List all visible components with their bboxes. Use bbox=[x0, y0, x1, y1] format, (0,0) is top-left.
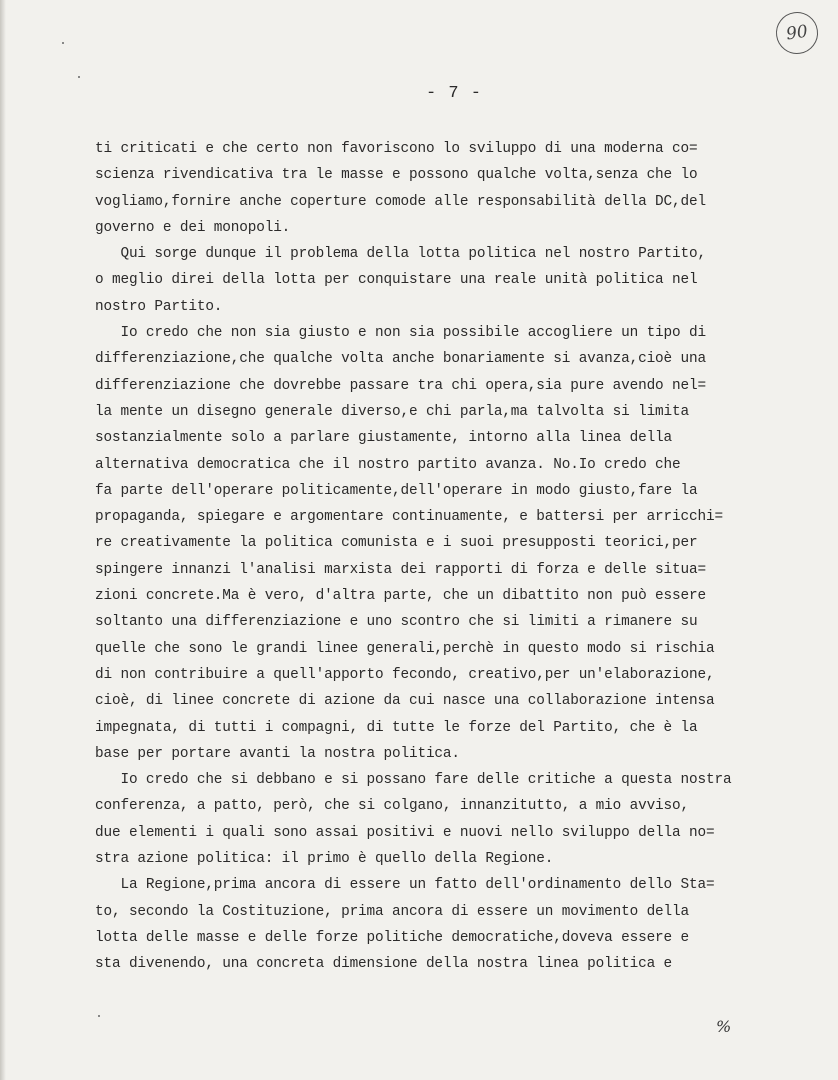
page-edge-shadow bbox=[0, 0, 6, 1080]
text-line: sostanzialmente solo a parlare giustamente, intorno alla linea della bbox=[95, 430, 673, 447]
archive-number-stamp bbox=[773, 9, 820, 56]
text-line: stra azione politica: il primo è quello della Regione. bbox=[95, 851, 554, 868]
text-line: differenziazione che dovrebbe passare tra chi opera,sia pure avendo nel= bbox=[95, 377, 706, 394]
text-line: base per portare avanti la nostra politica. bbox=[95, 745, 460, 762]
text-line: due elementi i quali sono assai positivi e nuovi nello sviluppo della no= bbox=[95, 824, 715, 841]
text-line: scienza rivendicativa tra le masse e possono qualche volta,senza che lo bbox=[95, 167, 698, 184]
paper-speck bbox=[78, 76, 80, 78]
archive-number: 90 bbox=[784, 21, 810, 45]
text-line: nostro Partito. bbox=[95, 298, 223, 315]
page-number: - 7 - bbox=[425, 84, 482, 103]
text-line: sta divenendo, una concreta dimensione della nostra linea politica e bbox=[95, 956, 673, 973]
text-line: impegnata, di tutti i compagni, di tutte le forze del Partito, che è la bbox=[95, 719, 698, 736]
text-line: ti criticati e che certo non favoriscono lo sviluppo di una moderna co= bbox=[95, 141, 698, 157]
text-line: Io credo che non sia giusto e non sia possibile accogliere un tipo di bbox=[95, 325, 706, 342]
text-line: propaganda, spiegare e argomentare continuamente, e battersi per arricchi= bbox=[95, 509, 723, 526]
text-line: to, secondo la Costituzione, prima ancora di essere un movimento della bbox=[95, 903, 690, 920]
text-line: conferenza, a patto, però, che si colgano, innanzitutto, a mio avviso, bbox=[95, 798, 690, 815]
text-line: la mente un disegno generale diverso,e chi parla,ma talvolta si limita bbox=[95, 403, 690, 420]
paper-speck bbox=[98, 1015, 100, 1017]
text-line: quelle che sono le grandi linee generali,perchè in questo modo si rischia bbox=[95, 640, 715, 657]
text-line: Qui sorge dunque il problema della lotta politica nel nostro Partito, bbox=[95, 246, 706, 263]
text-line: re creativamente la politica comunista e i suoi presupposti teorici,per bbox=[95, 535, 698, 552]
text-line: La Regione,prima ancora di essere un fatto dell'ordinamento dello Sta= bbox=[95, 877, 715, 894]
text-line: lotta delle masse e delle forze politiche democratiche,doveva essere e bbox=[95, 929, 690, 946]
text-line: cioè, di linee concrete di azione da cui nasce una collaborazione intensa bbox=[95, 693, 715, 710]
text-line: o meglio direi della lotta per conquistare una reale unità politica nel bbox=[95, 272, 698, 289]
text-line: differenziazione,che qualche volta anche bonariamente si avanza,cioè una bbox=[95, 351, 706, 368]
text-line: spingere innanzi l'analisi marxista dei rapporti di forza e delle situa= bbox=[95, 561, 706, 578]
text-line: fa parte dell'operare politicamente,dell'operare in modo giusto,fare la bbox=[95, 482, 698, 499]
text-line: Io credo che si debbano e si possano fare delle critiche a questa nostra bbox=[95, 772, 732, 789]
body-text bbox=[95, 136, 815, 978]
text-line: alternativa democratica che il nostro partito avanza. No.Io credo che bbox=[95, 456, 681, 473]
paper-speck bbox=[62, 42, 64, 44]
text-line: zioni concrete.Ma è vero, d'altra parte, che un dibattito non può essere bbox=[95, 588, 706, 605]
text-line: vogliamo,fornire anche coperture comode alle responsabilità della DC,del bbox=[95, 193, 706, 210]
text-line: soltanto una differenziazione e uno scontro che si limiti a rimanere su bbox=[95, 614, 698, 631]
continuation-mark: % bbox=[716, 1017, 732, 1036]
text-line: governo e dei monopoli. bbox=[95, 219, 291, 236]
text-line: di non contribuire a quell'apporto fecondo, creativo,per un'elaborazione, bbox=[95, 666, 715, 683]
